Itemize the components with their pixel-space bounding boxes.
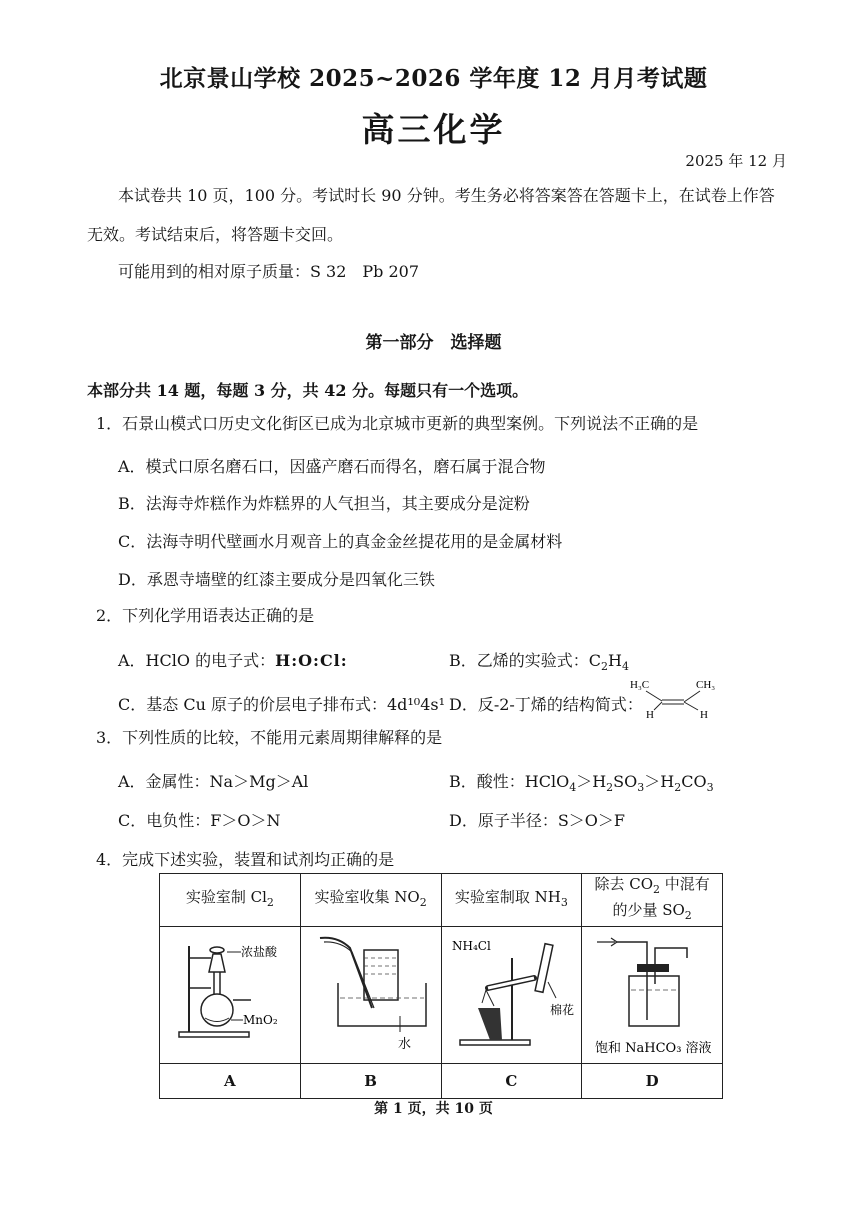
q1-option-c: C．法海寺明代壁画水月观音上的真金金丝提花用的是金属材料 bbox=[118, 532, 563, 551]
mno2-label: MnO₂ bbox=[242, 1013, 278, 1027]
apparatus-a bbox=[160, 927, 301, 1064]
no2-apparatus-drawing bbox=[302, 928, 440, 1058]
q3-option-c: C．电负性：F＞O＞N bbox=[118, 811, 281, 830]
q3-option-d: D．原子半径：S＞O＞F bbox=[449, 811, 626, 830]
nh3-apparatus-drawing bbox=[442, 928, 580, 1058]
ethylene-formula: $C_2H_4$ bbox=[588, 651, 629, 674]
q2-option-b-prefix: B．乙烯的实验式： bbox=[449, 651, 589, 670]
exam-date: 2025 年 12 月 bbox=[685, 152, 787, 170]
atomic-mass-note: 可能用到的相对原子质量：S 32 Pb 207 bbox=[118, 262, 420, 281]
section-instructions: 本部分共 14 题，每题 3 分，共 42 分。每题只有一个选项。 bbox=[87, 381, 529, 400]
hclo-electron-formula: H:O:Cl: bbox=[275, 651, 348, 670]
header-b: 实验室收集 $NO_2$ bbox=[300, 874, 441, 927]
apparatus-c bbox=[441, 927, 582, 1064]
q2-option-a bbox=[118, 648, 348, 671]
ch3-right-label: CH₃ bbox=[696, 679, 716, 691]
q2-option-c: C．基态 Cu 原子的价层电子排布式：4d¹⁰4s¹ bbox=[118, 695, 446, 714]
bond-line bbox=[654, 702, 662, 710]
label-a: A bbox=[160, 1064, 301, 1099]
intro-line-1: 本试卷共 10 页，100 分。考试时长 90 分钟。考生务必将答案答在答题卡上，在试卷上作答 bbox=[118, 186, 775, 205]
q1-option-a: A．模式口原名磨石口，因盛产磨石而得名，磨石属于混合物 bbox=[118, 457, 546, 476]
label-d: D bbox=[582, 1064, 723, 1099]
bond-line bbox=[646, 691, 662, 701]
apparatus-d bbox=[582, 927, 723, 1064]
ch3-left-label: H₃C bbox=[630, 679, 650, 691]
intro-line-2: 无效。考试结束后，将答题卡交回。 bbox=[87, 225, 344, 244]
q2-stem: 2．下列化学用语表达正确的是 bbox=[96, 606, 315, 625]
q3-option-b: B．酸性：$HClO_4>H_2SO_3>H_2CO_3$ bbox=[449, 772, 714, 795]
header-a: 实验室制 $Cl_2$ bbox=[160, 874, 301, 927]
header-c: 实验室制取 $NH_3$ bbox=[441, 874, 582, 927]
conc-hcl-label: 浓盐酸 bbox=[240, 945, 277, 959]
header-d: 除去 $CO_2$ 中混有 的少量 $SO_2$ bbox=[582, 874, 723, 927]
q4-stem: 4．完成下述实验，装置和试剂均正确的是 bbox=[96, 850, 395, 869]
q1-option-b: B．法海寺炸糕作为炸糕界的人气担当，其主要成分是淀粉 bbox=[118, 494, 530, 513]
q2-option-a-prefix: A．HClO 的电子式： bbox=[118, 651, 276, 670]
nh4cl-label: NH₄Cl bbox=[452, 939, 492, 953]
so2-removal-apparatus-drawing bbox=[583, 928, 721, 1058]
q3-stem: 3．下列性质的比较，不能用元素周期律解释的是 bbox=[96, 728, 443, 747]
cl2-apparatus-drawing bbox=[161, 928, 299, 1058]
q3-option-a: A．金属性：Na＞Mg＞Al bbox=[118, 772, 309, 791]
exam-title: 北京景山学校 2025~2026 学年度 12 月月考试题 bbox=[159, 65, 708, 92]
label-c: C bbox=[441, 1064, 582, 1099]
section-title: 第一部分 选择题 bbox=[365, 333, 502, 353]
trans-2-butene-structure bbox=[624, 674, 724, 724]
apparatus-b bbox=[300, 927, 441, 1064]
label-b: B bbox=[300, 1064, 441, 1099]
page-footer: 第 1 页，共 10 页 bbox=[374, 1101, 493, 1117]
experiment-table bbox=[159, 873, 723, 1099]
q2-option-b bbox=[449, 648, 629, 673]
bond-line bbox=[684, 691, 700, 702]
water-label: 水 bbox=[397, 1037, 411, 1052]
q2-option-d: D．反-2-丁烯的结构简式： bbox=[449, 695, 643, 714]
h-right-label: H bbox=[700, 709, 708, 721]
nahco3-solution-label: 饱和 NaHCO₃ 溶液 bbox=[595, 1041, 712, 1056]
h-left-label: H bbox=[646, 709, 654, 721]
q1-stem: 1．石景山模式口历史文化街区已成为北京城市更新的典型案例。下列说法不正确的是 bbox=[96, 414, 699, 433]
cotton-label: 棉花 bbox=[550, 1003, 575, 1017]
subject-title: 高三化学 bbox=[361, 110, 506, 149]
bond-line bbox=[684, 702, 698, 710]
q1-option-d: D．承恩寺墙壁的红漆主要成分是四氧化三铁 bbox=[118, 570, 435, 589]
